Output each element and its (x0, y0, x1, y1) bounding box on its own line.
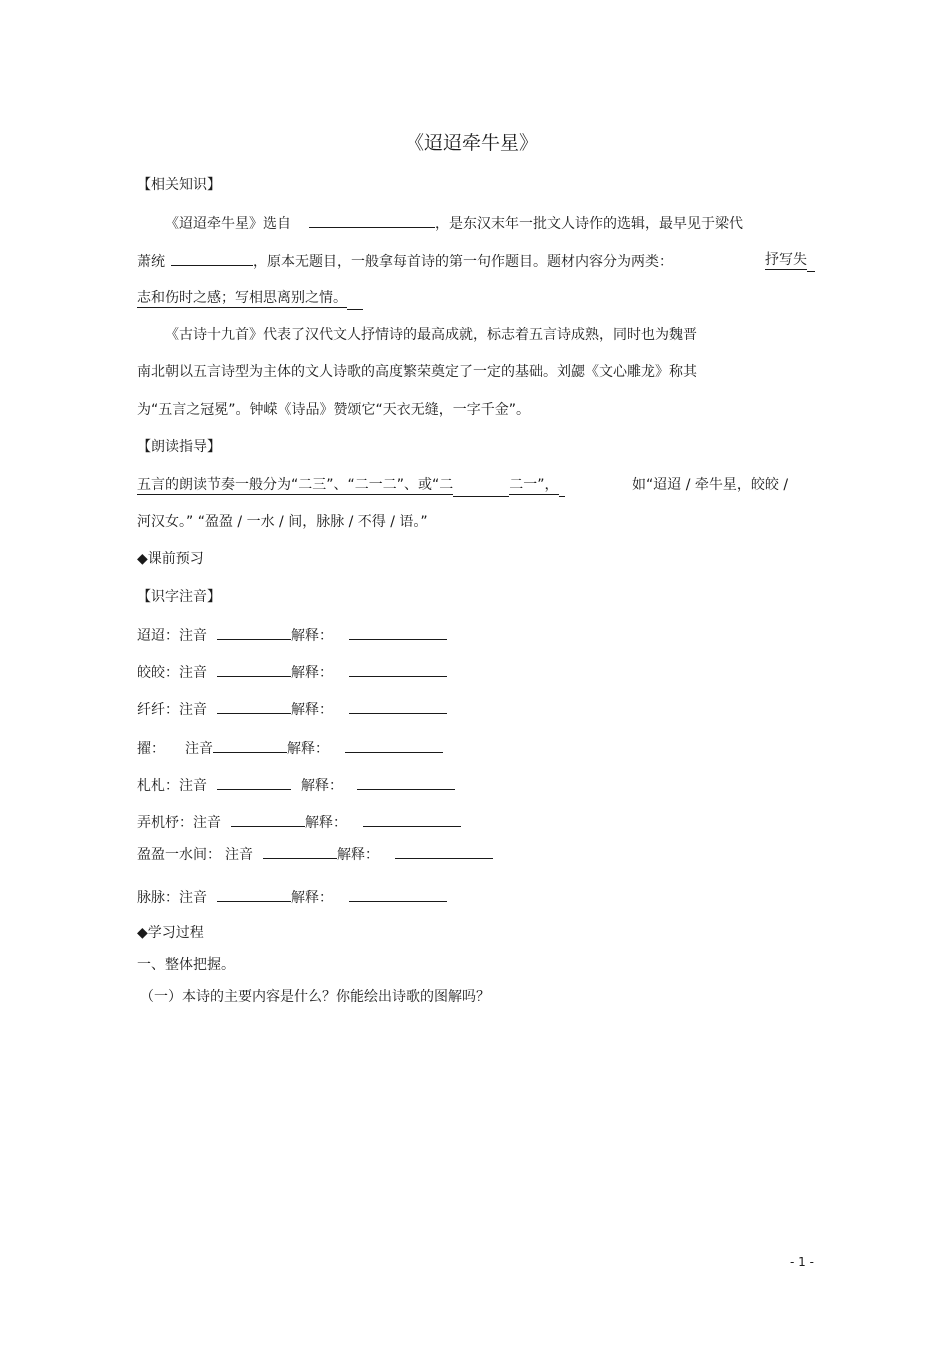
expl-label: 解释： (305, 815, 347, 831)
glyph-row (137, 661, 447, 683)
glyph-row (137, 811, 461, 833)
expl-blank[interactable] (349, 624, 447, 640)
expl-blank[interactable] (395, 843, 493, 859)
pron-blank[interactable] (217, 698, 291, 714)
knowledge-para2-line3: 为“五言之冠冕”。钟嵘《诗品》赞颂它“天衣无缝，一字千金”。 (137, 402, 531, 418)
knowledge-line-3: 志和伤时之感；写相思离别之情。 (137, 290, 347, 306)
preview-heading: ◆课前预习 (137, 551, 204, 567)
expl-label: 解释： (287, 741, 329, 757)
question-1: （一）本诗的主要内容是什么？你能绘出诗歌的图解吗？ (140, 989, 490, 1005)
knowledge-line-2c: 抒写失 (765, 252, 807, 268)
expl-label: 解释： (291, 890, 333, 906)
glyph-word: 迢迢： (137, 628, 179, 644)
pron-label: 注音 (179, 778, 207, 794)
glyph-row (137, 886, 447, 908)
glyph-word: 皎皎： (137, 665, 179, 681)
knowledge-line-2b: ，原本无题目，一般拿每首诗的第一句作题目。题材内容分为两类： (253, 254, 673, 270)
knowledge-line-1 (165, 212, 743, 234)
expl-blank[interactable] (349, 698, 447, 714)
knowledge-line-2 (137, 250, 673, 272)
pron-blank[interactable] (217, 774, 291, 790)
pron-blank[interactable] (231, 811, 305, 827)
expl-label: 解释： (291, 665, 333, 681)
pron-blank[interactable] (217, 661, 291, 677)
glyph-row (137, 774, 455, 796)
glyph-word: 弄机杼： (137, 815, 193, 831)
expl-blank[interactable] (349, 661, 447, 677)
knowledge-para2-line2: 南北朝以五言诗型为主体的文人诗歌的高度繁荣奠定了一定的基础。刘勰《文心雕龙》称其 (137, 364, 697, 380)
glyph-word: 盈盈一水间 (137, 847, 207, 863)
pron-label: 注音 (193, 815, 221, 831)
reading-line-1b: 二一”， (509, 477, 559, 493)
fill-blank-source[interactable] (309, 212, 435, 228)
pron-label: 注音 (185, 741, 213, 757)
glyph-row (137, 624, 447, 646)
reading-line-1 (137, 475, 565, 497)
glyph-row (137, 737, 443, 759)
reading-line-2: 河汉女。” “盈盈 / 一水 / 间，脉脉 / 不得 / 语。” (137, 514, 428, 530)
expl-blank[interactable] (345, 737, 443, 753)
knowledge-line-1a: 《迢迢牵牛星》选自 (165, 216, 291, 232)
glyph-colon: ： (207, 847, 221, 863)
expl-blank[interactable] (363, 811, 461, 827)
expl-label: 解释： (337, 847, 379, 863)
pron-blank[interactable] (263, 843, 337, 859)
section-heading: 一、整体把握。 (137, 957, 235, 973)
knowledge-line-1b: ，是东汉末年一批文人诗作的选辑，最早见于梁代 (435, 216, 743, 232)
page-title: 《迢迢牵牛星》 (405, 132, 539, 154)
process-heading: ◆学习过程 (137, 925, 204, 941)
knowledge-para2-line1: 《古诗十九首》代表了汉代文人抒情诗的最高成就，标志着五言诗成熟，同时也为魏晋 (165, 327, 697, 343)
expl-label: 解释： (291, 702, 333, 718)
pron-blank[interactable] (217, 886, 291, 902)
reading-line-1c: 如“迢迢 / 牵牛星，皎皎 / (632, 477, 789, 493)
glyph-word: 札札： (137, 778, 179, 794)
glyph-word: 擢： (137, 741, 165, 757)
expl-blank[interactable] (357, 774, 455, 790)
expl-label: 解释： (301, 778, 343, 794)
glyph-word: 脉脉： (137, 890, 179, 906)
pron-blank[interactable] (217, 624, 291, 640)
glyph-word: 纤纤： (137, 702, 179, 718)
glyph-heading: 【识字注音】 (137, 589, 221, 605)
pron-label: 注音 (179, 702, 207, 718)
pron-blank[interactable] (213, 737, 287, 753)
reading-line-1a: 五言的朗读节奏一般分为“二三”、“二一二”、或“二 (137, 477, 454, 493)
fill-blank-editor[interactable] (171, 250, 253, 266)
reading-heading: 【朗读指导】 (137, 439, 221, 455)
expl-label: 解释： (291, 628, 333, 644)
page-number: - 1 - (790, 1255, 814, 1269)
pron-label: 注音 (179, 628, 207, 644)
knowledge-heading: 【相关知识】 (137, 177, 221, 193)
glyph-row (137, 843, 493, 865)
glyph-row (137, 698, 447, 720)
knowledge-line-2a: 萧统 (137, 254, 165, 270)
pron-label: 注音 (179, 665, 207, 681)
expl-blank[interactable] (349, 886, 447, 902)
pron-label: 注音 (225, 847, 253, 863)
pron-label: 注音 (179, 890, 207, 906)
